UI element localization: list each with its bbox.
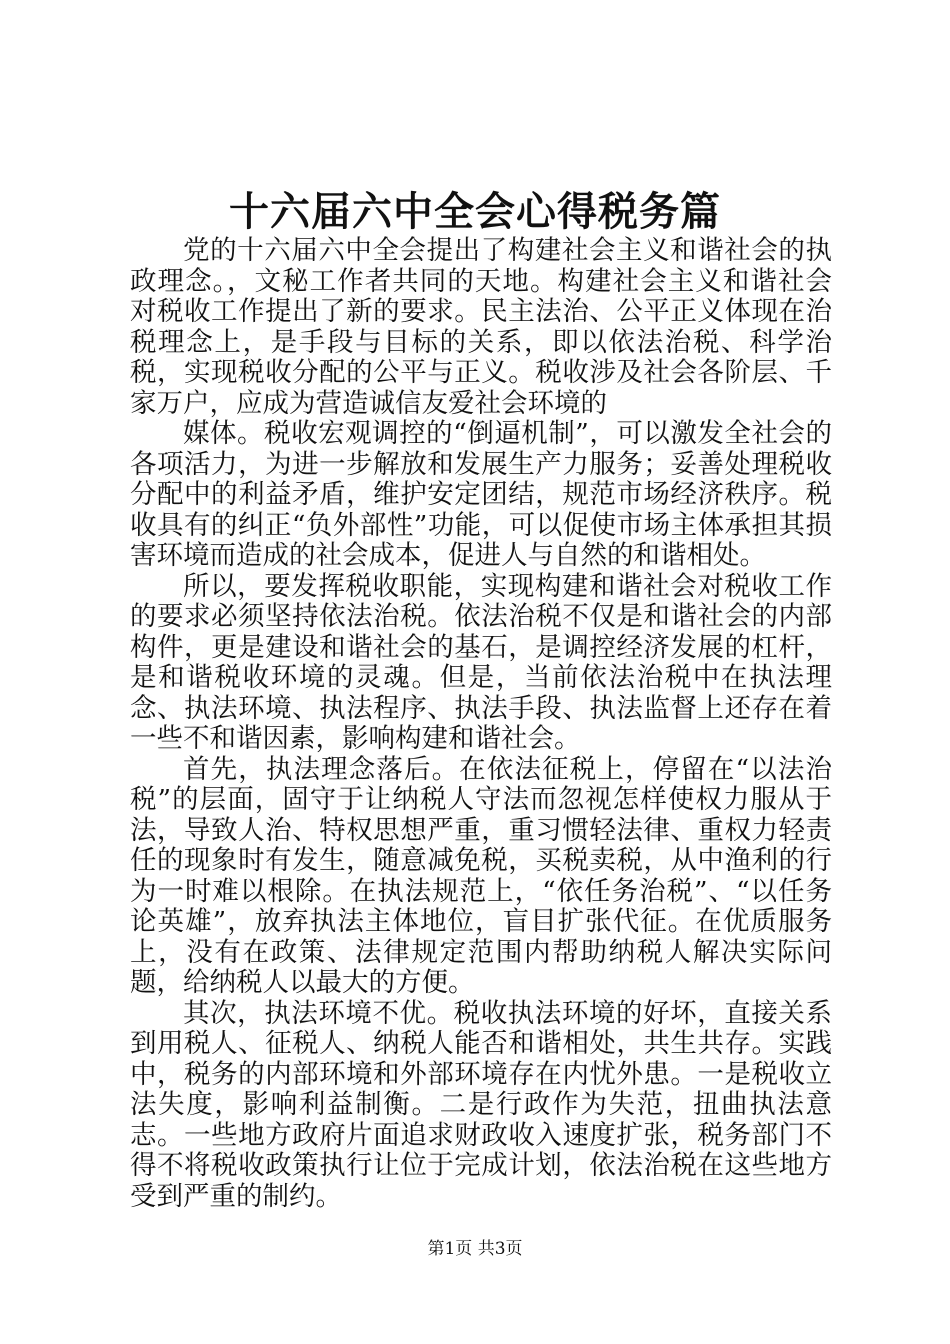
document-title: 十六届六中全会心得税务篇 [229, 188, 721, 235]
paragraph-4: 首先，执法理念落后。在依法征税上，停留在“以法治税”的层面，固守于让纳税人守法而忽视怎样使权力服从于法，导致人治、特权思想严重，重习惯轻法律、重权力轻责任的现象时有发生，随意减免税，买税卖税，从中渔利的行为一时难以根除。在执法规范上，“依任务治税”、“以任务论英雄”，放弃执法主体地位，盲目扩张代征。在优质服务上，没有在政策、法律规定范围内帮助纳税人解决实际问题，给纳税人以最大的方便。 [130, 753, 832, 998]
paragraph-5: 其次，执法环境不优。税收执法环境的好坏，直接关系到用税人、征税人、纳税人能否和谐相处，共生共存。实践中，税务的内部环境和外部环境存在内忧外患。一是税收立法失度，影响利益制衡。二是行政作为失范，扭曲执法意志。一些地方政府片面追求财政收入速度扩张，税务部门不得不将税收政策执行让位于完成计划，依法治税在这些地方受到严重的制约。 [130, 997, 832, 1212]
document-body [130, 236, 832, 1212]
page-number-footer: 第1页 共3页 [427, 1239, 523, 1259]
paragraph-3: 所以，要发挥税收职能，实现构建和谐社会对税收工作的要求必须坚持依法治税。依法治税不仅是和谐社会的内部构件，更是建设和谐社会的基石，是调控经济发展的杠杆，是和谐税收环境的灵魂。但是，当前依法治税中在执法理念、执法环境、执法程序、执法手段、执法监督上还存在着一些不和谐因素，影响构建和谐社会。 [130, 570, 832, 754]
paragraph-1: 党的十六届六中全会提出了构建社会主义和谐社会的执政理念。，文秘工作者共同的天地。构建社会主义和谐社会对税收工作提出了新的要求。民主法治、公平正义体现在治税理念上，是手段与目标的关系，即以依法治税、科学治税，实现税收分配的公平与正义。税收涉及社会各阶层、千家万户，应成为营造诚信友爱社会环境的 [130, 235, 832, 419]
paragraph-2: 媒体。税收宏观调控的“倒逼机制”，可以激发全社会的各项活力，为进一步解放和发展生产力服务；妥善处理税收分配中的利益矛盾，维护安定团结，规范市场经济秩序。税收具有的纠正“负外部性”功能，可以促使市场主体承担其损害环境而造成的社会成本，促进人与自然的和谐相处。 [130, 418, 832, 571]
